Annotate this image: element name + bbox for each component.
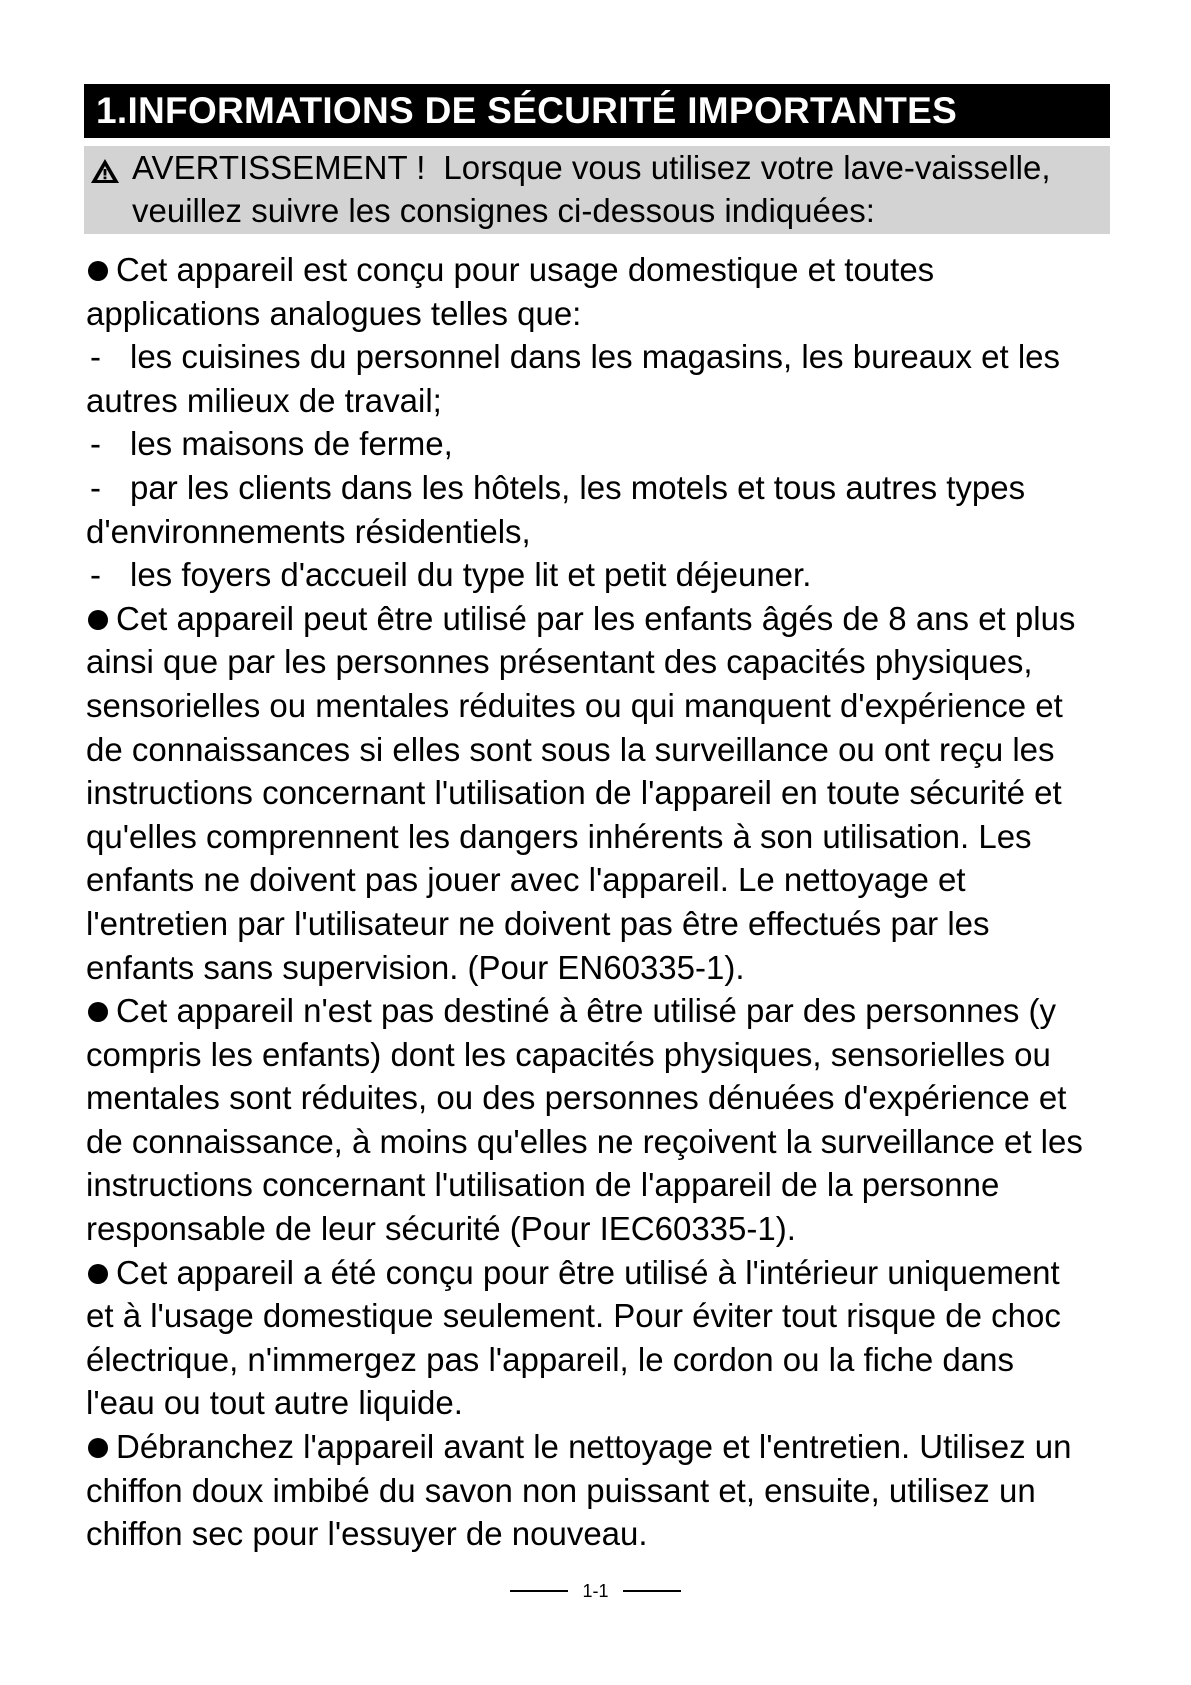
text-line: Cet appareil n'est pas destiné à être utilisé par des personnes (y bbox=[86, 989, 1116, 1033]
list-item: - les cuisines du personnel dans les magasins, les bureaux et les bbox=[90, 338, 1061, 376]
page-number: 1-1 bbox=[582, 1580, 609, 1601]
section-title: 1.INFORMATIONS DE SÉCURITÉ IMPORTANTES bbox=[84, 84, 1110, 138]
warning-label: AVERTISSEMENT ! bbox=[132, 149, 426, 186]
safety-instructions bbox=[86, 248, 1116, 1556]
bullet-dot-icon bbox=[88, 261, 108, 281]
text-line: de connaissances si elles sont sous la surveillance ou ont reçu les bbox=[86, 730, 1055, 768]
text-line: autres milieux de travail; bbox=[86, 381, 442, 419]
text-line: et à l'usage domestique seulement. Pour éviter tout risque de choc bbox=[86, 1297, 1061, 1335]
text-line: Cet appareil a été conçu pour être utilisé à l'intérieur uniquement bbox=[86, 1251, 1116, 1295]
bullet-dot-icon bbox=[88, 1002, 108, 1022]
warning-text-line2: veuillez suivre les consignes ci-dessous indiquées: bbox=[132, 192, 875, 229]
page-footer bbox=[0, 1576, 1191, 1606]
text-line: Cet appareil peut être utilisé par les enfants âgés de 8 ans et plus bbox=[86, 597, 1116, 641]
footer-rule-left bbox=[510, 1590, 568, 1592]
text-line: applications analogues telles que: bbox=[86, 294, 582, 332]
list-item: - par les clients dans les hôtels, les motels et tous autres types bbox=[90, 468, 1026, 506]
text-line: qu'elles comprennent les dangers inhérents à son utilisation. Les bbox=[86, 817, 1032, 855]
text-line: ainsi que par les personnes présentant des capacités physiques, bbox=[86, 643, 1033, 681]
text-line: l'eau ou tout autre liquide. bbox=[86, 1384, 463, 1422]
text-line: d'environnements résidentiels, bbox=[86, 512, 531, 550]
text-line: l'entretien par l'utilisateur ne doivent pas être effectués par les bbox=[86, 904, 990, 942]
list-item: - les maisons de ferme, bbox=[90, 425, 453, 463]
text-line: Cet appareil est conçu pour usage domestique et toutes bbox=[86, 248, 1116, 292]
text-line: enfants ne doivent pas jouer avec l'appareil. Le nettoyage et bbox=[86, 861, 966, 899]
text-line: chiffon sec pour l'essuyer de nouveau. bbox=[86, 1515, 648, 1553]
warning-text: Lorsque vous utilisez votre lave-vaisselle, bbox=[443, 149, 1051, 186]
bullet-dot-icon bbox=[88, 1264, 108, 1284]
text-line: instructions concernant l'utilisation de l'appareil de la personne bbox=[86, 1166, 1000, 1204]
footer-rule-right bbox=[623, 1590, 681, 1592]
text-line: Débranchez l'appareil avant le nettoyage et l'entretien. Utilisez un bbox=[86, 1425, 1116, 1469]
text-line: électrique, n'immergez pas l'appareil, le cordon ou la fiche dans bbox=[86, 1340, 1014, 1378]
text-line: mentales sont réduites, ou des personnes dénuées d'expérience et bbox=[86, 1079, 1067, 1117]
warning-triangle-icon bbox=[90, 158, 120, 184]
text-line: compris les enfants) dont les capacités physiques, sensorielles ou bbox=[86, 1035, 1051, 1073]
list-item: - les foyers d'accueil du type lit et petit déjeuner. bbox=[90, 556, 812, 594]
text-line: sensorielles ou mentales réduites ou qui manquent d'expérience et bbox=[86, 686, 1063, 724]
warning-box bbox=[84, 146, 1110, 234]
text-line: de connaissance, à moins qu'elles ne reçoivent la surveillance et les bbox=[86, 1122, 1083, 1160]
text-line: instructions concernant l'utilisation de l'appareil en toute sécurité et bbox=[86, 774, 1062, 812]
text-line: responsable de leur sécurité (Pour IEC60335-1). bbox=[86, 1210, 796, 1248]
bullet-dot-icon bbox=[88, 1438, 108, 1458]
text-line: enfants sans supervision. (Pour EN60335-1). bbox=[86, 948, 745, 986]
bullet-dot-icon bbox=[88, 610, 108, 630]
text-line: chiffon doux imbibé du savon non puissant et, ensuite, utilisez un bbox=[86, 1471, 1036, 1509]
